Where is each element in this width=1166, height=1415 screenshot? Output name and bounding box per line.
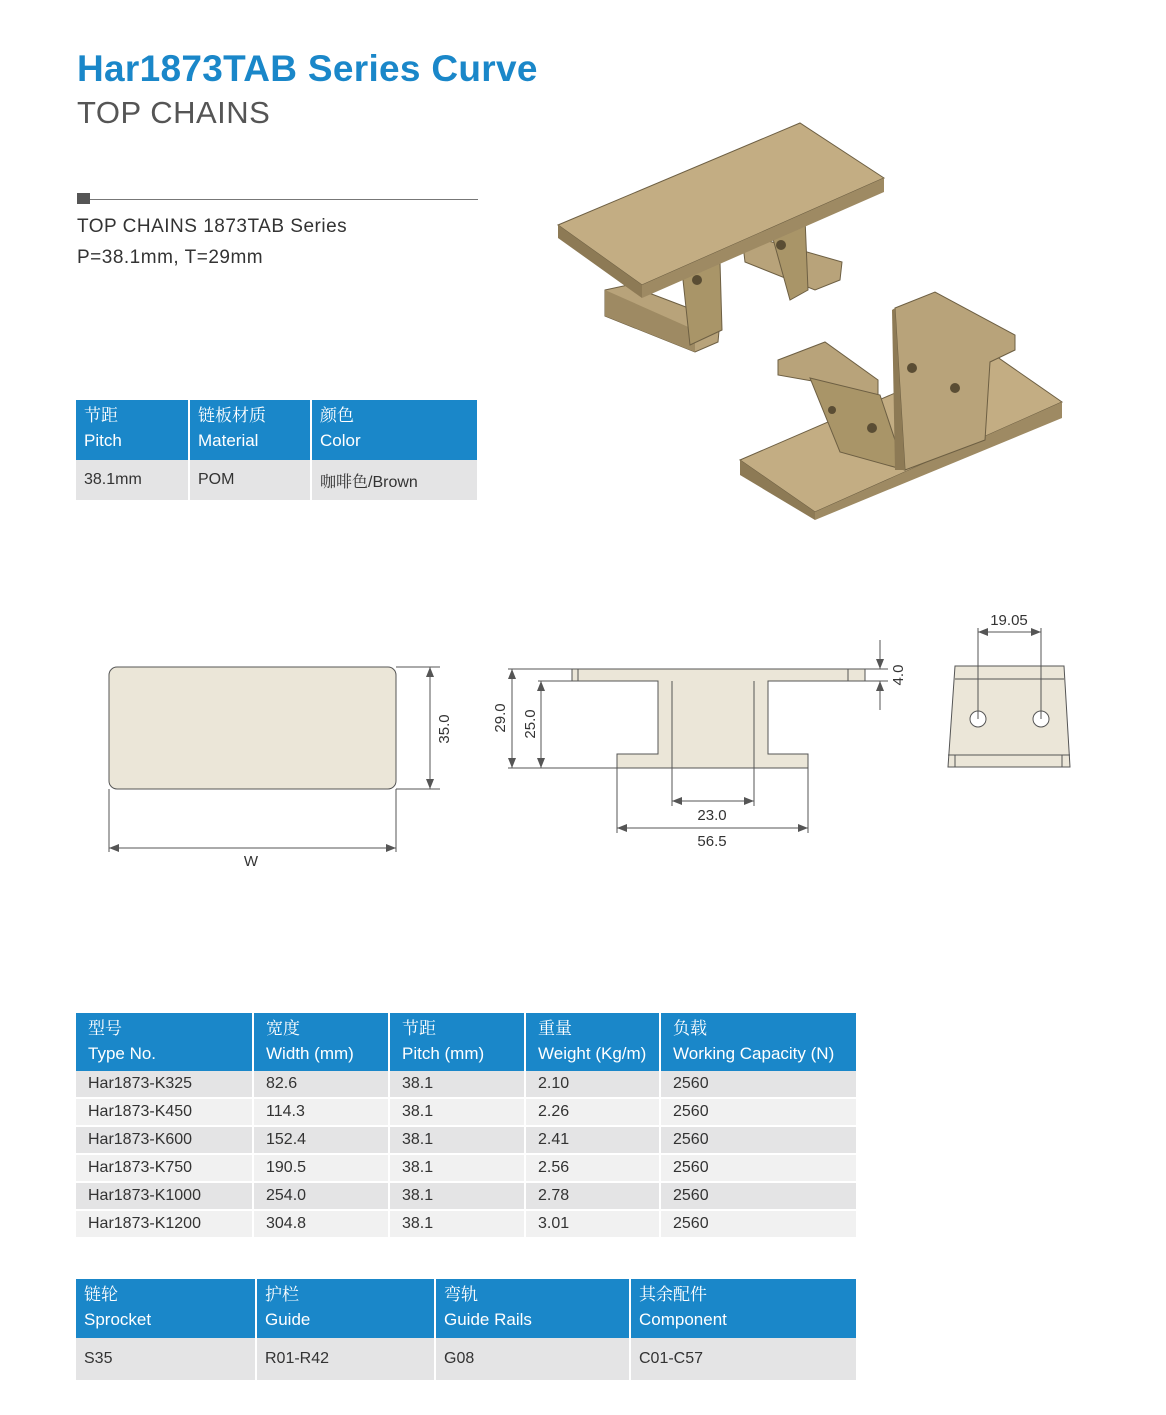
table-row (76, 1126, 856, 1154)
spec-pitch-value: 38.1mm (76, 460, 189, 501)
chain-link-3d-upper (558, 123, 884, 352)
model-width: 152.4 (253, 1126, 389, 1154)
models-header-type: 型号 Type No. (76, 1013, 253, 1071)
model-pitch: 38.1 (389, 1098, 525, 1126)
model-width: 82.6 (253, 1071, 389, 1098)
model-capacity: 2560 (660, 1126, 856, 1154)
model-width: 304.8 (253, 1210, 389, 1238)
acc-header-guide: 护栏 Guide (256, 1279, 435, 1338)
table-row (76, 1338, 856, 1381)
table-row (76, 1210, 856, 1238)
model-type: Har1873-K450 (76, 1098, 253, 1126)
page-title: Har1873TAB Series Curve (77, 48, 538, 89)
end-view-hole-spacing-label: 19.05 (990, 612, 1028, 629)
model-type: Har1873-K750 (76, 1154, 253, 1182)
spec-color-value: 咖啡色/Brown (311, 460, 477, 501)
model-width: 114.3 (253, 1098, 389, 1126)
model-weight: 2.26 (525, 1098, 660, 1126)
side-view-drawing (508, 640, 888, 833)
side-view-total-height-label: 29.0 (492, 703, 509, 733)
side-view-leg-height-label: 25.0 (522, 709, 539, 739)
spec-header-material: 链板材质 Material (189, 400, 311, 460)
table-row (76, 1182, 856, 1210)
page-subtitle: TOP CHAINS (77, 95, 271, 130)
model-width: 190.5 (253, 1154, 389, 1182)
model-width: 254.0 (253, 1182, 389, 1210)
models-header-capacity: 负载 Working Capacity (N) (660, 1013, 856, 1071)
table-row (76, 1071, 856, 1098)
series-name: TOP CHAINS 1873TAB Series (77, 216, 348, 237)
model-capacity: 2560 (660, 1071, 856, 1098)
model-capacity: 2560 (660, 1098, 856, 1126)
model-type: Har1873-K1200 (76, 1210, 253, 1238)
top-view-width-label: W (243, 853, 259, 870)
model-weight: 2.56 (525, 1154, 660, 1182)
acc-header-guide-rails: 弯轨 Guide Rails (435, 1279, 630, 1338)
series-spec: P=38.1mm, T=29mm (77, 247, 264, 268)
model-weight: 3.01 (525, 1210, 660, 1238)
side-view-base-width-label: 56.5 (697, 833, 727, 850)
acc-header-component: 其余配件 Component (630, 1279, 856, 1338)
model-type: Har1873-K1000 (76, 1182, 253, 1210)
models-header-weight: 重量 Weight (Kg/m) (525, 1013, 660, 1071)
acc-guide-rails-value: G08 (435, 1338, 630, 1381)
spec-header-color: 颜色 Color (311, 400, 477, 460)
model-type: Har1873-K325 (76, 1071, 253, 1098)
model-capacity: 2560 (660, 1210, 856, 1238)
spec-material-value: POM (189, 460, 311, 501)
chain-link-3d-lower (740, 292, 1062, 520)
table-row (76, 1154, 856, 1182)
end-view-drawing (948, 628, 1070, 767)
model-weight: 2.10 (525, 1071, 660, 1098)
model-pitch: 38.1 (389, 1182, 525, 1210)
acc-sprocket-value: S35 (76, 1338, 256, 1381)
spec-header-pitch: 节距 Pitch (76, 400, 189, 460)
models-header-pitch: 节距 Pitch (mm) (389, 1013, 525, 1071)
model-weight: 2.78 (525, 1182, 660, 1210)
accessories-table (76, 1279, 856, 1382)
model-capacity: 2560 (660, 1182, 856, 1210)
model-weight: 2.41 (525, 1126, 660, 1154)
model-pitch: 38.1 (389, 1071, 525, 1098)
top-view-drawing (109, 667, 440, 852)
side-view-plate-thickness-label: 4.0 (890, 664, 907, 686)
model-capacity: 2560 (660, 1154, 856, 1182)
model-pitch: 38.1 (389, 1126, 525, 1154)
models-header-width: 宽度 Width (mm) (253, 1013, 389, 1071)
acc-guide-value: R01-R42 (256, 1338, 435, 1381)
models-table (76, 1013, 856, 1239)
acc-component-value: C01-C57 (630, 1338, 856, 1381)
model-pitch: 38.1 (389, 1154, 525, 1182)
side-view-inner-width-label: 23.0 (697, 807, 727, 824)
table-row (76, 1098, 856, 1126)
top-view-height-label: 35.0 (436, 714, 453, 744)
model-type: Har1873-K600 (76, 1126, 253, 1154)
model-pitch: 38.1 (389, 1210, 525, 1238)
acc-header-sprocket: 链轮 Sprocket (76, 1279, 256, 1338)
